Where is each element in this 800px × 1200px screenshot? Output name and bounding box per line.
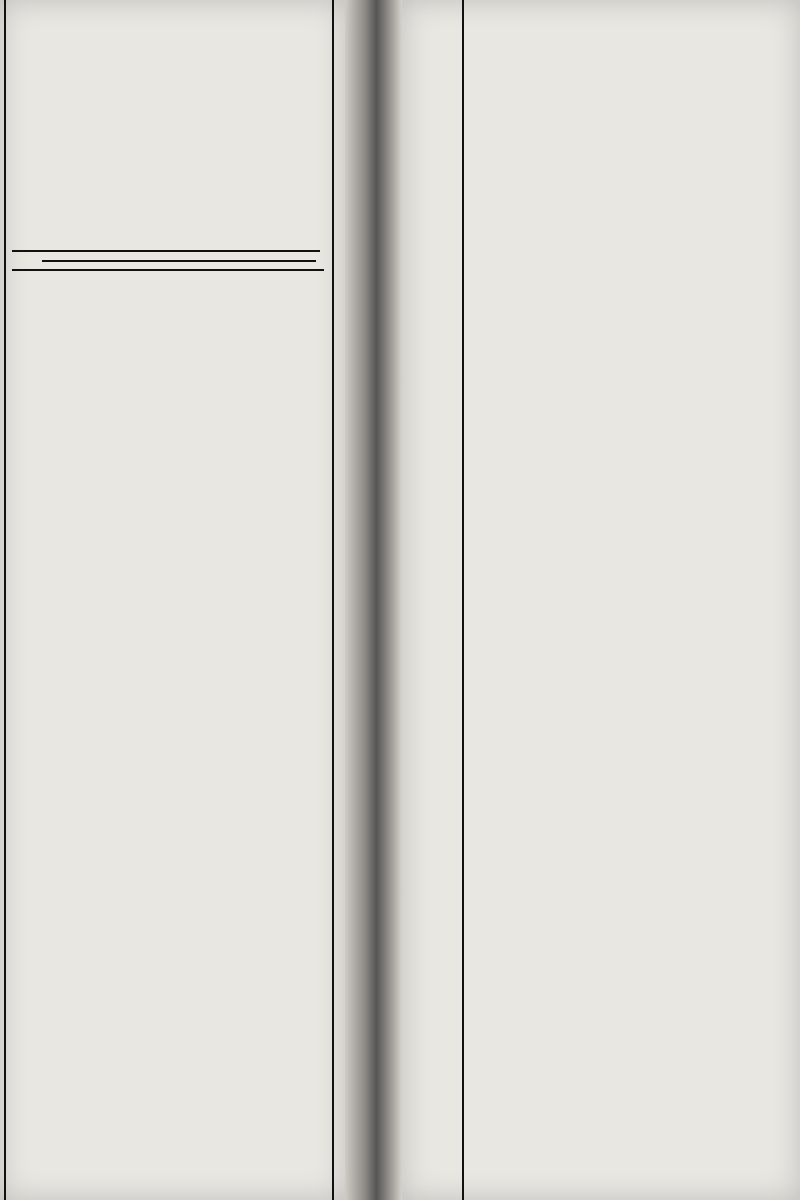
right-column-rule bbox=[332, 0, 334, 1200]
left-column-rule bbox=[4, 0, 6, 1200]
cuba-review bbox=[12, 250, 324, 285]
review-continuation bbox=[475, 0, 789, 9]
cast-rule bbox=[12, 269, 324, 271]
left-page bbox=[0, 0, 345, 1200]
right-page bbox=[402, 0, 800, 1200]
section-rule bbox=[12, 250, 320, 252]
column-rule bbox=[462, 0, 464, 1200]
headline-rule bbox=[42, 260, 316, 262]
book-gutter bbox=[345, 0, 402, 1200]
